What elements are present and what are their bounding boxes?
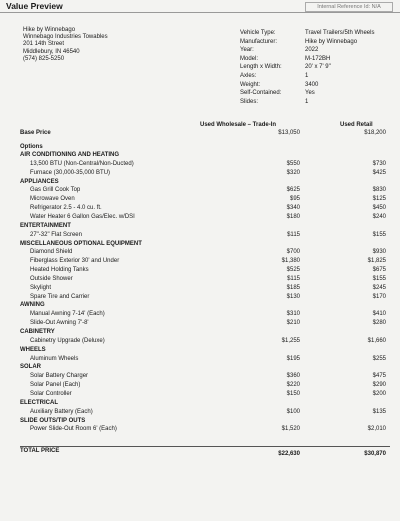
option-item-label: Gas Grill Cook Top: [30, 187, 81, 194]
option-wholesale-value: $180: [286, 213, 300, 220]
option-retail-value: $245: [372, 284, 386, 291]
option-retail-value: $125: [372, 196, 386, 203]
option-wholesale-value: $100: [286, 408, 300, 415]
option-item-label: Fiberglass Exterior 30' and Under: [30, 258, 120, 265]
option-item-label: Spare Tire and Carrier: [30, 293, 90, 300]
option-item-label: Auxiliary Battery (Each): [30, 408, 93, 415]
option-wholesale-value: $1,380: [281, 258, 300, 265]
option-item-label: 27"-32" Flat Screen: [30, 231, 82, 238]
option-retail-value: $290: [372, 382, 386, 389]
base-price-wholesale: $13,050: [278, 130, 300, 136]
option-wholesale-value: $625: [286, 187, 300, 194]
vehicle-label: Slides:: [240, 98, 259, 105]
option-category: SOLAR: [20, 364, 41, 371]
option-retail-value: $1,825: [367, 258, 386, 265]
option-item-label: Water Heater 6 Gallon Gas/Elec. w/DSI: [30, 213, 135, 220]
option-wholesale-value: $115: [287, 275, 300, 282]
option-item-label: Diamond Shield: [30, 249, 73, 256]
option-wholesale-value: $340: [286, 205, 300, 212]
option-wholesale-value: $220: [286, 382, 300, 389]
dealer-phone: (574) 825-5250: [23, 55, 65, 62]
options-label: Options: [20, 144, 43, 150]
option-category: MISCELLANEOUS OPTIONAL EQUIPMENT: [20, 240, 142, 247]
option-wholesale-value: $360: [286, 373, 300, 380]
option-wholesale-value: $1,255: [281, 337, 300, 344]
vehicle-label: Self-Contained:: [240, 90, 282, 97]
reference-id-box: Internal Reference Id: N/A: [305, 2, 393, 12]
vehicle-label: Axles:: [240, 72, 257, 79]
vehicle-label: Length x Width:: [240, 64, 282, 71]
option-wholesale-value: $700: [286, 249, 300, 256]
option-wholesale-value: $210: [286, 320, 300, 327]
option-item-label: Microwave Oven: [30, 196, 75, 203]
retail-column-header: Used Retail: [340, 122, 373, 128]
dealer-name: Hike by Winnebago: [23, 27, 76, 33]
option-retail-value: $830: [372, 187, 386, 194]
vehicle-value: M-172BH: [305, 55, 331, 62]
option-category: APPLIANCES: [20, 178, 59, 185]
total-retail: $30,870: [364, 451, 386, 457]
base-price-label: Base Price: [20, 130, 51, 136]
option-retail-value: $675: [372, 267, 386, 274]
option-category: CABINETRY: [20, 329, 55, 335]
option-retail-value: $155: [372, 231, 386, 238]
option-retail-value: $475: [372, 373, 386, 380]
option-item-label: Power Slide-Out Room 6' (Each): [30, 426, 117, 433]
option-wholesale-value: $95: [289, 196, 300, 203]
option-category: WHEELS: [20, 346, 46, 353]
vehicle-value: 2022: [305, 47, 319, 54]
option-category: AIR CONDITIONING AND HEATING: [20, 152, 119, 158]
option-item-label: Solar Controller: [30, 390, 72, 397]
vehicle-value: Hike by Winnebago: [305, 38, 358, 45]
option-item-label: Heated Holding Tanks: [30, 267, 89, 274]
option-retail-value: $2,010: [367, 426, 386, 433]
option-item-label: Skylight: [30, 284, 52, 291]
option-item-label: Furnace (30,000-35,000 BTU): [30, 169, 111, 176]
option-wholesale-value: $320: [286, 169, 300, 176]
option-wholesale-value: $115: [287, 231, 300, 238]
vehicle-value: Yes: [305, 90, 315, 97]
dealer-city: Middlebury, IN 46540: [23, 48, 80, 55]
option-item-label: Solar Panel (Each): [30, 382, 81, 389]
option-item-label: Solar Battery Charger: [30, 373, 89, 380]
vehicle-value: Travel Trailers/5th Wheels: [305, 30, 375, 36]
option-category: ENTERTAINMENT: [20, 222, 71, 229]
dealer-street: 201 14th Street: [23, 41, 65, 48]
vehicle-labels: [240, 29, 282, 106]
option-wholesale-value: $130: [286, 293, 300, 300]
option-category: AWNING: [20, 302, 45, 309]
option-item-label: 13,500 BTU (Non-Central/Non-Ducted): [30, 160, 134, 167]
option-retail-value: $1,660: [367, 337, 386, 344]
dealer-address: [23, 27, 108, 63]
vehicle-label: Vehicle Type:: [240, 30, 276, 36]
option-category: SLIDE OUTS/TIP OUTS: [20, 417, 86, 424]
option-retail-value: $425: [372, 169, 386, 176]
option-item-label: Cabinetry Upgrade (Deluxe): [30, 337, 105, 344]
vehicle-label: Manufacturer:: [240, 38, 278, 45]
page-title: Value Preview: [6, 1, 63, 11]
option-retail-value: $170: [372, 293, 386, 300]
vehicle-value: 20' x 7' 9": [305, 64, 331, 71]
option-wholesale-value: $1,520: [281, 426, 300, 433]
option-item-label: Aluminum Wheels: [30, 355, 79, 362]
vehicle-value: 1: [305, 72, 309, 79]
option-wholesale-value: $525: [286, 267, 300, 274]
vehicle-values: [305, 29, 374, 106]
option-retail-value: $135: [372, 408, 386, 415]
vehicle-label: Year:: [240, 47, 254, 54]
base-price-retail: $18,200: [364, 130, 386, 136]
option-wholesale-value: $550: [286, 160, 300, 167]
option-retail-value: $255: [372, 355, 386, 362]
dealer-company: Winnebago Industries Towables: [23, 34, 108, 41]
option-item-label: Manual Awning 7-14' (Each): [30, 311, 105, 318]
vehicle-value: 3400: [305, 81, 319, 88]
option-retail-value: $730: [372, 160, 386, 167]
header-bar: [0, 0, 400, 13]
option-item-label: Outside Shower: [30, 275, 73, 282]
vehicle-label: Weight:: [240, 81, 261, 88]
vehicle-label: Model:: [240, 55, 259, 62]
option-item-label: Refrigerator 2.5 - 4.0 cu. ft.: [30, 205, 102, 212]
total-label: TOTAL PRICE: [20, 448, 60, 454]
option-retail-value: $240: [372, 213, 386, 220]
option-wholesale-value: $195: [286, 355, 300, 362]
option-category: ELECTRICAL: [20, 399, 58, 406]
option-retail-value: $155: [372, 275, 386, 282]
option-item-label: Slide-Out Awning 7'-8': [30, 320, 89, 327]
option-retail-value: $410: [372, 311, 386, 318]
option-retail-value: $450: [372, 205, 386, 212]
total-wholesale: $22,630: [278, 451, 300, 457]
option-retail-value: $200: [372, 390, 386, 397]
option-wholesale-value: $150: [286, 390, 300, 397]
total-divider: [20, 446, 390, 447]
option-wholesale-value: $185: [286, 284, 300, 291]
option-retail-value: $280: [372, 320, 386, 327]
wholesale-column-header: Used Wholesale – Trade-In: [200, 122, 277, 128]
option-wholesale-value: $310: [286, 311, 300, 318]
option-retail-value: $930: [372, 249, 386, 256]
vehicle-value: 1: [305, 98, 309, 105]
